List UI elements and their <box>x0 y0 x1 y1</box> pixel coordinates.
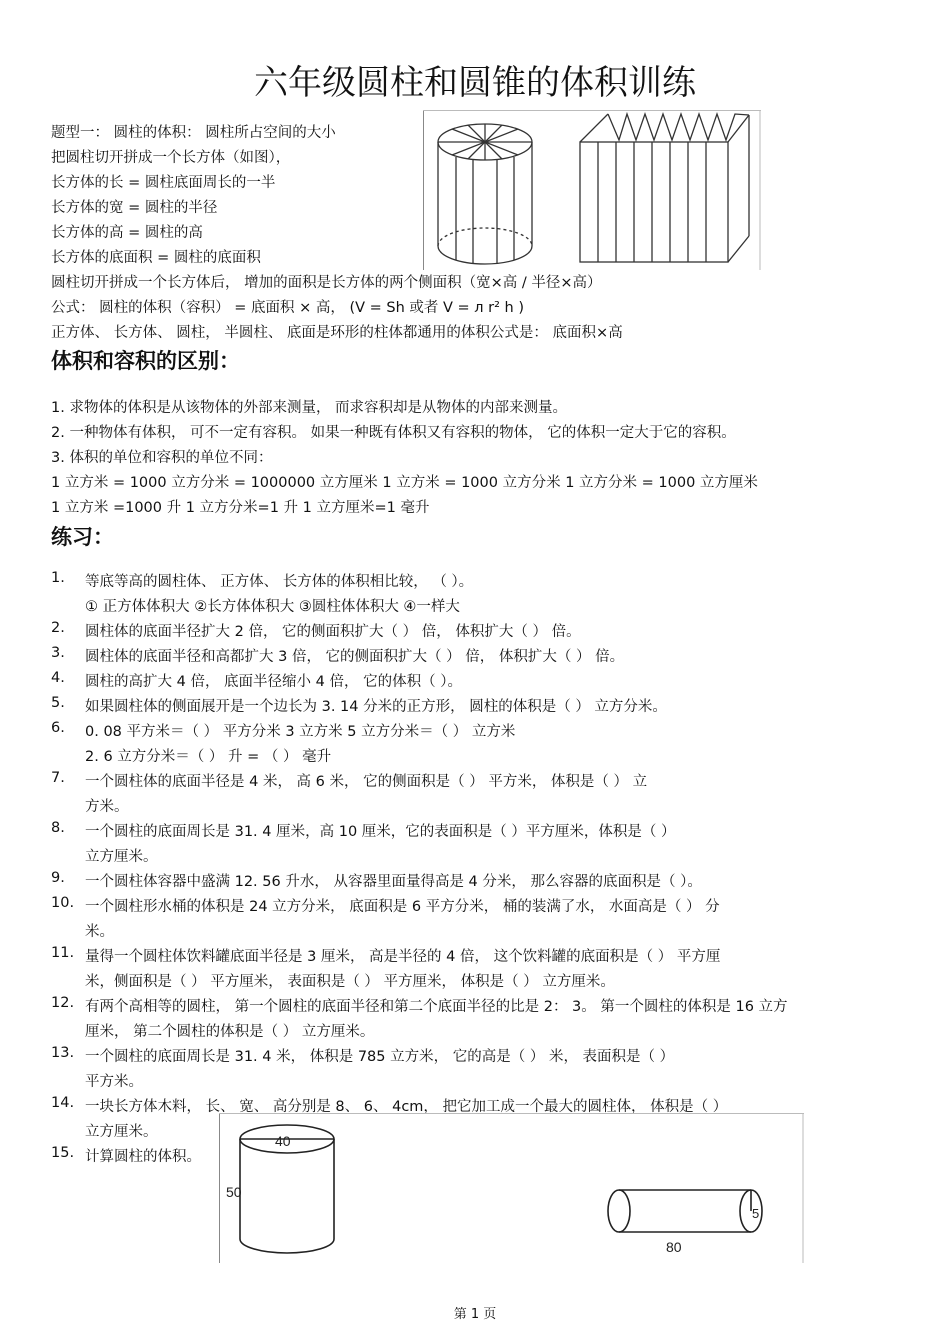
question-number: 6. <box>51 720 65 736</box>
question-number: 9. <box>51 870 65 886</box>
question-options: ① 正方体体积大 ②长方体体积大 ③圆柱体体积大 ④一样大 <box>85 599 460 615</box>
section1-item: 3. 体积的单位和容积的单位不同： <box>51 450 273 466</box>
intro-line-9: 正方体、 长方体、 圆柱， 半圆柱、 底面是环形的柱体都通用的体积公式是： 底面积×高 <box>51 325 623 341</box>
question-text: 有两个高相等的圆柱， 第一个圆柱的底面半径和第二个底面半径的比是 2： 3。 第一个圆柱的体积是 16 立方 <box>85 999 788 1015</box>
diameter-label: 40 <box>275 1133 291 1149</box>
intro-line-6: 长方体的底面积 = 圆柱的底面积 <box>51 250 261 266</box>
question-number: 11. <box>51 945 75 961</box>
section1-item: 1 立方米 =1000 升 1 立方分米=1 升 1 立方厘米=1 毫升 <box>51 500 430 516</box>
question-text: 等底等高的圆柱体、 正方体、 长方体的体积相比较， （ ）。 <box>85 574 474 590</box>
question-number: 2. <box>51 620 65 636</box>
intro-line-5: 长方体的高 = 圆柱的高 <box>51 225 203 241</box>
question-text: 圆柱的高扩大 4 倍， 底面半径缩小 4 倍， 它的体积（ ）。 <box>85 674 462 690</box>
question-text: 圆柱体的底面半径扩大 2 倍， 它的侧面积扩大（ ） 倍， 体积扩大（ ） 倍。 <box>85 624 581 640</box>
question-number: 4. <box>51 670 65 686</box>
cylinder-to-cuboid-figure <box>423 110 761 270</box>
section-heading-practice: 练习： <box>51 525 114 549</box>
question-text: 一个圆柱体容器中盛满 12. 56 升水， 从容器里面量得高是 4 分米， 那么容器的底面积是（ ）。 <box>85 874 702 890</box>
question-text: 2. 6 立方分米＝（ ） 升 = （ ） 毫升 <box>85 749 332 765</box>
question-text: 计算圆柱的体积。 <box>85 1149 201 1165</box>
intro-line-1: 题型一： 圆柱的体积： 圆柱所占空间的大小 <box>51 125 336 141</box>
question-number: 7. <box>51 770 65 786</box>
intro-line-3: 长方体的长 = 圆柱底面周长的一半 <box>51 175 276 191</box>
question-text: 如果圆柱体的侧面展开是一个边长为 3. 14 分米的正方形， 圆柱的体积是（ ） 立方分米。 <box>85 699 667 715</box>
question-text: 厘米， 第二个圆柱的体积是（ ） 立方厘米。 <box>85 1024 375 1040</box>
question-text: 立方厘米。 <box>85 1124 158 1140</box>
section1-item: 1. 求物体的体积是从该物体的外部来测量， 而求容积却是从物体的内部来测量。 <box>51 400 568 416</box>
section1-item: 1 立方米 = 1000 立方分米 = 1000000 立方厘米 1 立方米 = 1000 立方分米 1 立方分米 = 1000 立方厘米 <box>51 475 758 491</box>
question-text: 一个圆柱形水桶的体积是 24 立方分米， 底面积是 6 平方分米， 桶的装满了水， 水面高是（ ） 分 <box>85 899 720 915</box>
length-label: 80 <box>666 1239 682 1255</box>
intro-line-7: 圆柱切开拼成一个长方体后， 增加的面积是长方体的两个侧面积（宽×高 / 半径×高） <box>51 275 602 291</box>
question-number: 13. <box>51 1045 75 1061</box>
question-text: 立方厘米。 <box>85 849 158 865</box>
question-number: 1. <box>51 570 65 586</box>
section-heading-volume-capacity: 体积和容积的区别： <box>51 349 240 373</box>
cylinder-calculation-figure <box>219 1113 804 1263</box>
question-number: 10. <box>51 895 75 911</box>
question-text: 一个圆柱体的底面半径是 4 米， 高 6 米， 它的侧面积是（ ） 平方米， 体积是（ ） 立 <box>85 774 648 790</box>
question-text: 量得一个圆柱体饮料罐底面半径是 3 厘米， 高是半径的 4 倍， 这个饮料罐的底面积是（ ） 平方厘 <box>85 949 721 965</box>
question-text: 方米。 <box>85 799 129 815</box>
intro-line-2: 把圆柱切开拼成一个长方体（如图）， <box>51 150 291 166</box>
question-text: 一个圆柱的底面周长是 31. 4 厘米，高 10 厘米，它的表面积是（ ）平方厘米，体积是（ ） <box>85 824 676 840</box>
question-number: 15. <box>51 1145 75 1161</box>
question-text: 平方米。 <box>85 1074 143 1090</box>
radius-label: 5 <box>752 1206 760 1221</box>
intro-line-8: 公式： 圆柱的体积（容积） = 底面积 × 高， (V = Sh 或者 V = л r² h ) <box>51 300 525 316</box>
intro-line-4: 长方体的宽 = 圆柱的半径 <box>51 200 218 216</box>
question-text: 米。 <box>85 924 114 940</box>
question-number: 8. <box>51 820 65 836</box>
page-footer: 第 1 页 <box>453 1307 497 1322</box>
question-text: 一块长方体木料， 长、 宽、 高分别是 8、 6、 4cm， 把它加工成一个最大的圆柱体， 体积是（ ） <box>85 1099 728 1115</box>
question-text: 0. 08 平方米＝（ ） 平方分米 3 立方米 5 立方分米＝（ ） 立方米 <box>85 724 516 740</box>
question-text: 米，侧面积是（ ） 平方厘米， 表面积是（ ） 平方厘米， 体积是（ ） 立方厘米。 <box>85 974 615 990</box>
question-text: 一个圆柱的底面周长是 31. 4 米， 体积是 785 立方米， 它的高是（ ） 米， 表面积是（ ） <box>85 1049 675 1065</box>
section1-item: 2. 一种物体有体积， 可不一定有容积。 如果一种既有体积又有容积的物体， 它的体积一定大于它的容积。 <box>51 425 736 441</box>
question-text: 圆柱体的底面半径和高都扩大 3 倍， 它的侧面积扩大（ ） 倍， 体积扩大（ ） 倍。 <box>85 649 625 665</box>
page-title: 六年级圆柱和圆锥的体积训练 <box>254 63 696 103</box>
height-label: 50 <box>226 1184 242 1200</box>
question-number: 12. <box>51 995 75 1011</box>
question-number: 3. <box>51 645 65 661</box>
question-number: 5. <box>51 695 65 711</box>
question-number: 14. <box>51 1095 75 1111</box>
